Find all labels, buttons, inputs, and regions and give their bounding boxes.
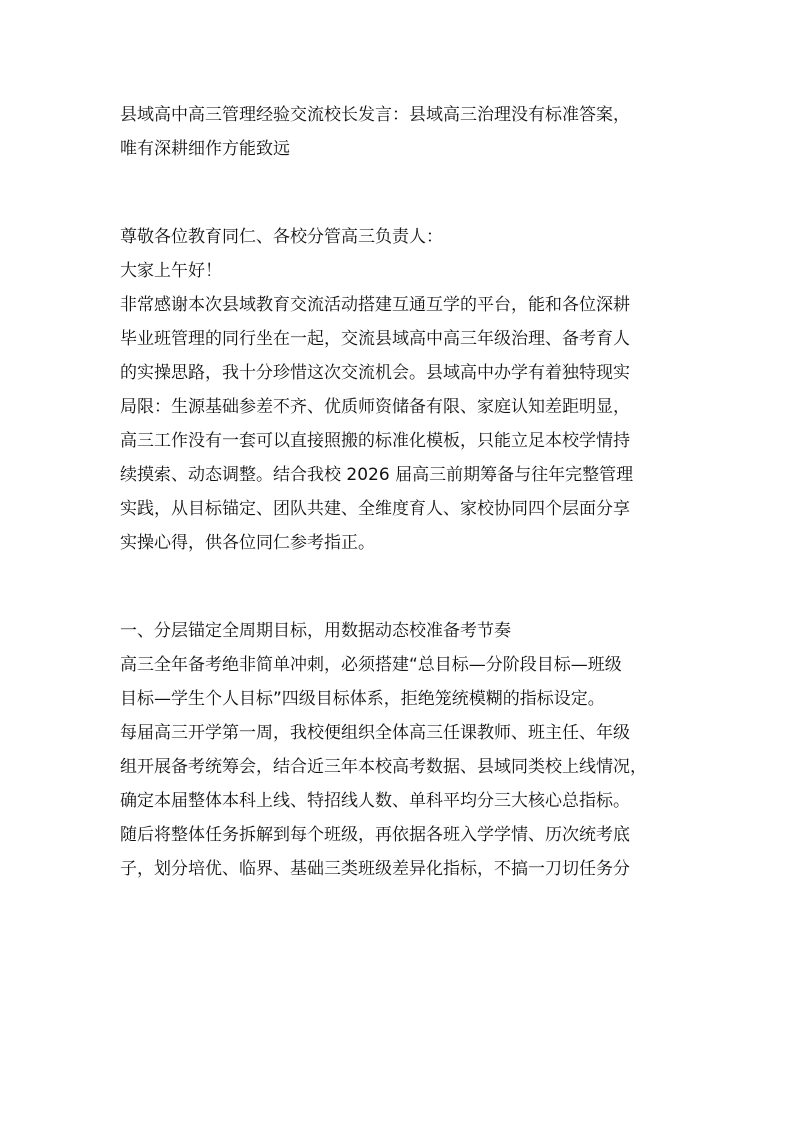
spacer: [120, 560, 680, 594]
section-body-line: 随后将整体任务拆解到每个班级，再依据各班入学学情、历次统考底: [120, 825, 630, 845]
intro-line: 局限：生源基础参差不齐、优质师资储备有限、家庭认知差距明显，: [120, 397, 630, 417]
document-body: [120, 98, 680, 886]
section-body-line: 子，划分培优、临界、基础三类班级差异化指标，不搞一刀切任务分: [120, 859, 630, 879]
section-body-line: 确定本届整体本科上线、特招线人数、单科平均分三大核心总指标。: [120, 791, 630, 811]
intro-line: 毕业班管理的同行坐在一起，交流县域高中高三年级治理、备考育人: [120, 329, 630, 349]
section-body-line: 高三全年备考绝非简单冲刺，必须搭建“总目标—分阶段目标—班级: [120, 655, 622, 675]
intro-line: 续摸索、动态调整。结合我校 2026 届高三前期筹备与往年完整管理: [120, 465, 634, 485]
section-body-line: 组开展备考统筹会，结合近三年本校高考数据、县域同类校上线情况，: [120, 757, 647, 777]
intro-line: 实践，从目标锚定、团队共建、全维度育人、家校协同四个层面分享: [120, 499, 630, 519]
section-body-line: 目标—学生个人目标”四级目标体系，拒绝笼统模糊的指标设定。: [120, 689, 605, 709]
document-title-line-2: 唯有深耕细作方能致远: [120, 139, 290, 159]
spacer: [120, 166, 680, 200]
intro-line: 实操心得，供各位同仁参考指正。: [120, 533, 375, 553]
section-body-line: 每届高三开学第一周，我校便组织全体高三任课教师、班主任、年级: [120, 723, 630, 743]
intro-line: 非常感谢本次县域教育交流活动搭建互通互学的平台，能和各位深耕: [120, 295, 630, 315]
spacer: [120, 594, 680, 614]
spacer: [120, 200, 680, 220]
salutation: 大家上午好！: [120, 261, 222, 281]
greeting: 尊敬各位教育同仁、各校分管高三负责人：: [120, 227, 443, 247]
document-title-line-1: 县域高中高三管理经验交流校长发言：县域高三治理没有标准答案，: [120, 105, 630, 125]
intro-line: 高三工作没有一套可以直接照搬的标准化模板，只能立足本校学情持: [120, 431, 630, 451]
intro-line: 的实操思路，我十分珍惜这次交流机会。县域高中办学有着独特现实: [120, 363, 630, 383]
section-heading: 一、分层锚定全周期目标，用数据动态校准备考节奏: [120, 621, 511, 641]
